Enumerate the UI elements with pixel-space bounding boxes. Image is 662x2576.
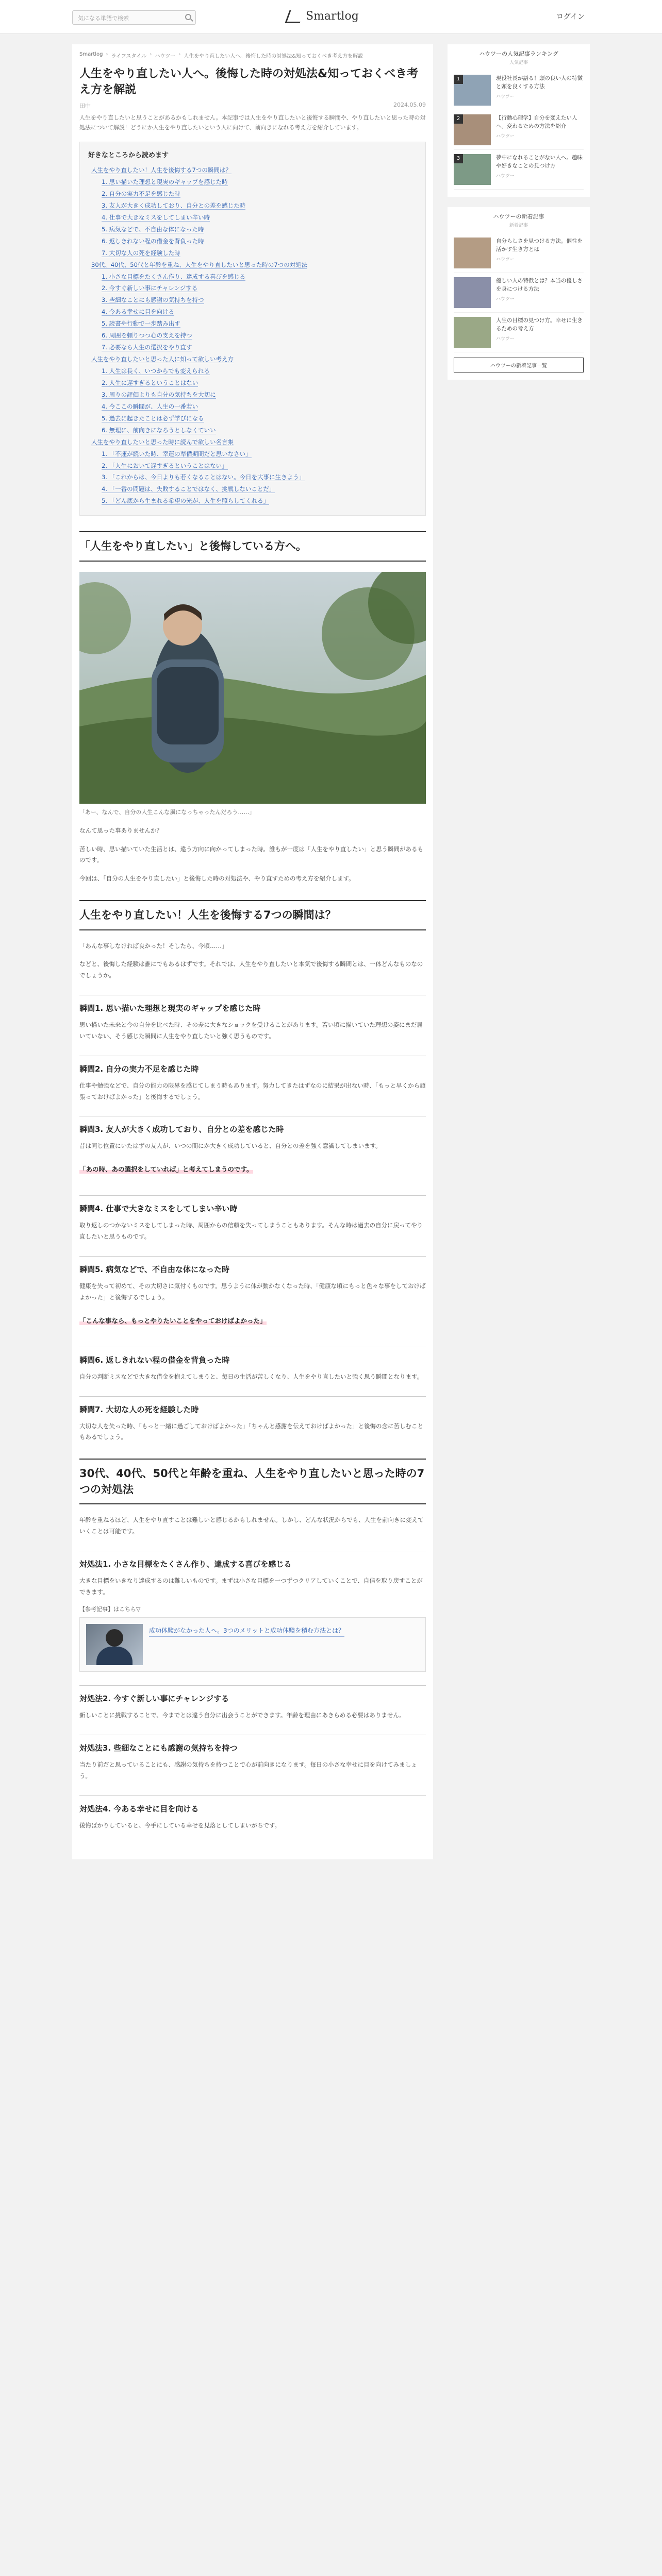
toc-item-label: 3. 友人が大きく成功しており、自分との差を感じた時 — [102, 201, 246, 209]
toc-item[interactable] — [88, 224, 417, 235]
toc-item-label: 2. 人生に遅すぎるということはない — [102, 379, 198, 386]
toc-item[interactable] — [88, 401, 417, 413]
breadcrumb-current: 人生をやり直したい人へ。後悔した時の対処法&知っておくべき考え方を解説 — [184, 54, 363, 59]
related-article-card[interactable] — [79, 1617, 426, 1672]
rank-number: 2 — [454, 114, 463, 124]
toc-item[interactable] — [88, 495, 417, 507]
toc-item[interactable] — [88, 271, 417, 283]
toc-item-label: 2. 自分の実力不足を感じた時 — [102, 190, 180, 197]
toc-item[interactable] — [88, 164, 417, 176]
new-article-category: ハウツー — [496, 336, 515, 342]
toc-item[interactable] — [88, 365, 417, 377]
toc-item[interactable] — [88, 389, 417, 401]
toc-item-label: 4. 「一番の問題は、失敗することではなく、挑戦しないことだ」 — [102, 485, 275, 493]
paragraph: 思い描いた未来と今の自分を比べた時、その差に大きなショックを受けることがあります。若い頃に描いていた理想の姿にまだ届いていない、そう感じた瞬間に人生をやり直したいと強く思うものです。 — [79, 1021, 423, 1040]
ranking-item[interactable] — [454, 71, 584, 110]
section-heading: 「人生をやり直したい」と後悔している方へ。 — [79, 531, 426, 561]
toc-item[interactable] — [88, 318, 417, 330]
new-article-item[interactable] — [454, 273, 584, 313]
toc-item-label: 7. 大切な人の死を経験した時 — [102, 249, 180, 257]
article-thumbnail — [454, 114, 491, 145]
toc-item-label: 1. 小さな目標をたくさん作り、達成する喜びを感じる — [102, 273, 246, 280]
toc-item-label: 4. 今ここの瞬間が、人生の一番若い — [102, 402, 198, 410]
ranking-subtitle: 人気記事 — [509, 60, 528, 65]
new-article-item[interactable] — [454, 233, 584, 273]
new-article-title: 自分らしさを見つける方法。個性を活かす生き方とは — [496, 238, 583, 252]
toc-item[interactable] — [88, 353, 417, 365]
toc-item-label: 6. 無理に、前向きになろうとしなくていい — [102, 426, 216, 434]
toc-item-label: 7. 必要なら人生の選択をやり直す — [102, 344, 192, 351]
toc-item-label: 5. 読書や行動で一歩踏み出す — [102, 320, 180, 328]
toc-item[interactable] — [88, 330, 417, 342]
paragraph: なんて思った事ありませんか？ — [79, 826, 162, 834]
toc-item[interactable] — [88, 471, 417, 483]
toc-item-label: 2. 今すぐ新しい事にチャレンジする — [102, 284, 198, 292]
toc-item[interactable] — [88, 436, 417, 448]
article-thumbnail — [454, 238, 491, 268]
related-thumbnail — [86, 1624, 143, 1665]
subsection-heading: 瞬間5. 病気などで、不自由な体になった時 — [79, 1256, 426, 1275]
toc-item-label: 3. 些細なことにも感謝の気持ちを持つ — [102, 296, 204, 304]
login-link[interactable]: ログイン — [556, 13, 585, 21]
ranking-item[interactable] — [454, 110, 584, 150]
site-header — [0, 0, 662, 34]
paragraph: 年齢を重ねるほど、人生をやり直すことは難しいと感じるかもしれません。しかし、どんな状況からでも、人生を前向きに変えていくことは可能です。 — [79, 1516, 424, 1535]
toc-item[interactable] — [88, 188, 417, 200]
toc-item[interactable] — [88, 294, 417, 306]
site-logo[interactable] — [286, 8, 359, 24]
toc-item-label: 30代、40代、50代と年齢を重ね、人生をやり直したいと思った時の7つの対処法 — [91, 261, 308, 268]
toc-item-label: 5. 過去に起きたことは必ず学びになる — [102, 414, 204, 422]
toc-item[interactable] — [88, 259, 417, 271]
toc-item[interactable] — [88, 176, 417, 188]
section-heading: 人生をやり直したい！人生を後悔する7つの瞬間は？ — [79, 900, 426, 930]
toc-item-label: 3. 「これからは、今日よりも若くなることはない。今日を大事に生きよう」 — [102, 473, 305, 481]
toc-item-label: 6. 周囲を頼りつつ心の支えを持つ — [102, 332, 192, 340]
logo-text: Smartlog — [306, 9, 359, 23]
toc-item[interactable] — [88, 460, 417, 472]
search-icon[interactable] — [185, 14, 191, 20]
breadcrumb-item[interactable]: ライフスタイル — [111, 54, 147, 59]
article-meta — [79, 101, 426, 110]
paragraph: 仕事や勉強などで、自分の能力の限界を感じてしまう時もあります。努力してきたはずなのに結果が出ない時、「もっと早くから頑張っておけばよかった」と後悔するでしょう。 — [79, 1081, 426, 1100]
new-articles-box — [448, 207, 590, 380]
author-name[interactable]: 田中 — [79, 102, 91, 109]
subsection-heading: 瞬間6. 返しきれない程の借金を背負った時 — [79, 1347, 426, 1365]
ranking-title: ハウツーの人気記事ランキング — [479, 50, 558, 57]
new-articles-subtitle: 新着記事 — [509, 223, 528, 228]
hero-image — [79, 572, 426, 804]
ranking-item-title: 現役社長が語る！頭の良い人の特徴と頭を良くする方法 — [496, 75, 583, 90]
related-article-link[interactable]: 成功体験がなかった人へ。3つのメリットと成功体験を積む方法とは？ — [149, 1626, 344, 1636]
toc-item-label: 1. 人生は長く、いつからでも変えられる — [102, 367, 210, 375]
toc-item-label: 3. 周りの評価よりも自分の気持ちを大切に — [102, 391, 216, 398]
article-main — [72, 44, 433, 1859]
breadcrumb: Smartlog › ライフスタイル › ハウツー › 人生をやり直したい人へ。後悔した時の対処法&知っておくべき考え方を解説 — [79, 52, 363, 59]
toc-item[interactable] — [88, 212, 417, 224]
toc-item[interactable] — [88, 247, 417, 259]
toc-item-label: 1. 思い描いた理想と現実のギャップを感じた時 — [102, 178, 228, 186]
logo-icon — [286, 8, 302, 24]
paragraph: 大きな目標をいきなり達成するのは難しいものです。まずは小さな目標を一つずつクリアしていくことで、自信を取り戻すことができます。 — [79, 1577, 423, 1596]
new-article-title: 人生の目標の見つけ方。幸せに生きるための考え方 — [496, 317, 583, 332]
subsection-heading: 瞬間1. 思い描いた理想と現実のギャップを感じた時 — [79, 995, 426, 1013]
paragraph: 当たり前だと思っていることにも、感謝の気持ちを持つことで心が前向きになります。毎日の小さな幸せに目を向けてみましょう。 — [79, 1761, 417, 1780]
toc-item-label: 4. 仕事で大きなミスをしてしまい辛い時 — [102, 213, 210, 221]
subsection-heading: 対処法4. 今ある幸せに目を向ける — [79, 1795, 426, 1814]
article-lead: 人生をやり直したいと思うことがあるかもしれません。本記事では人生をやり直したいと後悔する瞬間や、やり直したいと思った時の対処法について解説！どうにか人生をやり直したいという人に向けて、前向きになれる考え方を紹介しています。 — [79, 114, 426, 131]
publish-date: 2024.05.09 — [393, 101, 426, 108]
highlight-quote: 「こんな事なら、もっとやりたいことをやっておけばよかった」 — [79, 1316, 267, 1325]
paragraph: 自分の判断ミスなどで大きな借金を抱えてしまうと、毎日の生活が苦しくなり、人生をやり直したいと強く思う瞬間となります。 — [79, 1372, 423, 1380]
ranking-item-category: ハウツー — [496, 173, 515, 179]
new-article-category: ハウツー — [496, 257, 515, 262]
subsection-heading: 瞬間3. 友人が大きく成功しており、自分との差を感じた時 — [79, 1116, 426, 1134]
hero-caption: 「あー、なんで、自分の人生こんな風になっちゃったんだろう……」 — [79, 808, 255, 816]
toc-title: 好きなところから読めます — [88, 151, 169, 160]
new-articles-title: ハウツーの新着記事 — [493, 213, 544, 220]
subsection-heading: 対処法3. 些細なことにも感謝の気持ちを持つ — [79, 1735, 426, 1753]
toc-item-label: 5. 病気などで、不自由な体になった時 — [102, 225, 204, 233]
subsection-heading: 対処法2. 今すぐ新しい事にチャレンジする — [79, 1685, 426, 1704]
subsection-heading: 瞬間4. 仕事で大きなミスをしてしまい辛い時 — [79, 1195, 426, 1214]
toc-item-label: 1. 「不運が続いた時、幸運の準備期間だと思いなさい」 — [102, 450, 252, 457]
search-placeholder: 気になる単語で検索 — [78, 15, 129, 22]
rank-number: 3 — [454, 154, 463, 163]
subsection-heading: 瞬間7. 大切な人の死を経験した時 — [79, 1396, 426, 1415]
toc-item[interactable] — [88, 306, 417, 318]
more-articles-button[interactable]: ハウツーの新着記事一覧 — [454, 358, 584, 372]
breadcrumb-item[interactable]: Smartlog — [79, 52, 103, 57]
paragraph: 取り返しのつかないミスをしてしまった時、周囲からの信頼を失ってしまうこともあります。そんな時は過去の自分に戻ってやり直したいと思うものです。 — [79, 1222, 423, 1241]
toc-item[interactable] — [88, 377, 417, 389]
paragraph: 苦しい時、思い描いていた生活とは、違う方向に向かってしまった時。誰もが一度は「人生をやり直したい」と思う瞬間があるものです。 — [79, 845, 423, 864]
toc-item[interactable] — [88, 342, 417, 353]
toc-item-label: 人生をやり直したいと思った時に読んで欲しい名言集 — [91, 438, 234, 446]
article-thumbnail — [454, 154, 491, 185]
section-heading: 30代、40代、50代と年齢を重ね、人生をやり直したいと思った時の7つの対処法 — [79, 1459, 426, 1504]
ranking-item-title: 【行動心理学】自分を変えたい人へ。変わるための方法を紹介 — [496, 115, 577, 129]
paragraph: 「あんな事しなければ良かった！そしたら、今頃……」 — [79, 942, 228, 950]
highlight-quote: 「あの時、あの選択をしていれば」と考えてしまうのです。 — [79, 1165, 253, 1174]
table-of-contents — [79, 142, 426, 516]
sidebar — [448, 44, 590, 1859]
paragraph: 健康を失って初めて、その大切さに気付くものです。思うように体が動かなくなった時、「健康な頃にもっと色々な事をしておけばよかった」と後悔するでしょう。 — [79, 1282, 426, 1301]
ranking-item[interactable] — [454, 150, 584, 190]
paragraph: 大切な人を失った時、「もっと一緒に過ごしておけばよかった」「ちゃんと感謝を伝えておけばよかった」と後悔の念に苦しむこともあるでしょう。 — [79, 1422, 423, 1441]
breadcrumb-item[interactable]: ハウツー — [155, 54, 176, 59]
new-article-item[interactable] — [454, 313, 584, 352]
search-input[interactable] — [72, 10, 196, 25]
subsection-heading: 対処法1. 小さな目標をたくさん作り、達成する喜びを感じる — [79, 1551, 426, 1569]
toc-item-label: 5. 「どん底から生まれる希望の光が、人生を照らしてくれる」 — [102, 497, 270, 505]
toc-item[interactable] — [88, 425, 417, 436]
related-label: 【参考記事】はこちら▽ — [79, 1606, 141, 1613]
new-article-category: ハウツー — [496, 296, 515, 302]
ranking-item-category: ハウツー — [496, 133, 515, 139]
toc-item-label: 人生をやり直したいと思った人に知って欲しい考え方 — [91, 355, 234, 363]
ranking-box — [448, 44, 590, 197]
paragraph: 後悔ばかりしていると、今手にしている幸せを見落としてしまいがちです。 — [79, 1821, 280, 1829]
paragraph: 昔は同じ位置にいたはずの友人が、いつの間にか大きく成功していると、自分との差を強く意識してしまいます。 — [79, 1142, 382, 1150]
paragraph: などと、後悔した経験は誰にでもあるはずです。それでは、人生をやり直したいと本気で後悔する瞬間とは、一体どんなものなのでしょうか。 — [79, 960, 423, 979]
toc-item[interactable] — [88, 235, 417, 247]
article-thumbnail — [454, 317, 491, 348]
toc-item-label: 人生をやり直したい！人生を後悔する7つの瞬間は？ — [91, 166, 231, 174]
toc-item[interactable] — [88, 200, 417, 212]
article-thumbnail — [454, 277, 491, 308]
ranking-item-category: ハウツー — [496, 94, 515, 99]
paragraph: 今回は、「自分の人生をやり直したい」と後悔した時の対処法や、やり直すための考え方を紹介します。 — [79, 875, 355, 883]
subsection-heading: 瞬間2. 自分の実力不足を感じた時 — [79, 1056, 426, 1074]
toc-item-label: 6. 返しきれない程の借金を背負った時 — [102, 237, 204, 245]
toc-item[interactable] — [88, 483, 417, 495]
hero-photo — [79, 572, 426, 804]
rank-number: 1 — [454, 75, 463, 84]
page-title: 人生をやり直したい人へ。後悔した時の対処法&知っておくべき考え方を解説 — [79, 67, 419, 96]
toc-item[interactable] — [88, 282, 417, 294]
new-article-title: 優しい人の特徴とは？本当の優しさを身につける方法 — [496, 278, 583, 292]
ranking-item-title: 夢中になれることがない人へ。趣味や好きなことの見つけ方 — [496, 155, 583, 169]
toc-item[interactable] — [88, 448, 417, 460]
article-thumbnail — [454, 75, 491, 106]
toc-item[interactable] — [88, 413, 417, 425]
toc-item-label: 4. 今ある幸せに目を向ける — [102, 308, 175, 316]
paragraph: 新しいことに挑戦することで、今までとは違う自分に出会うことができます。年齢を理由にあきらめる必要はありません。 — [79, 1711, 406, 1719]
toc-item-label: 2. 「人生において遅すぎるということはない」 — [102, 462, 228, 469]
